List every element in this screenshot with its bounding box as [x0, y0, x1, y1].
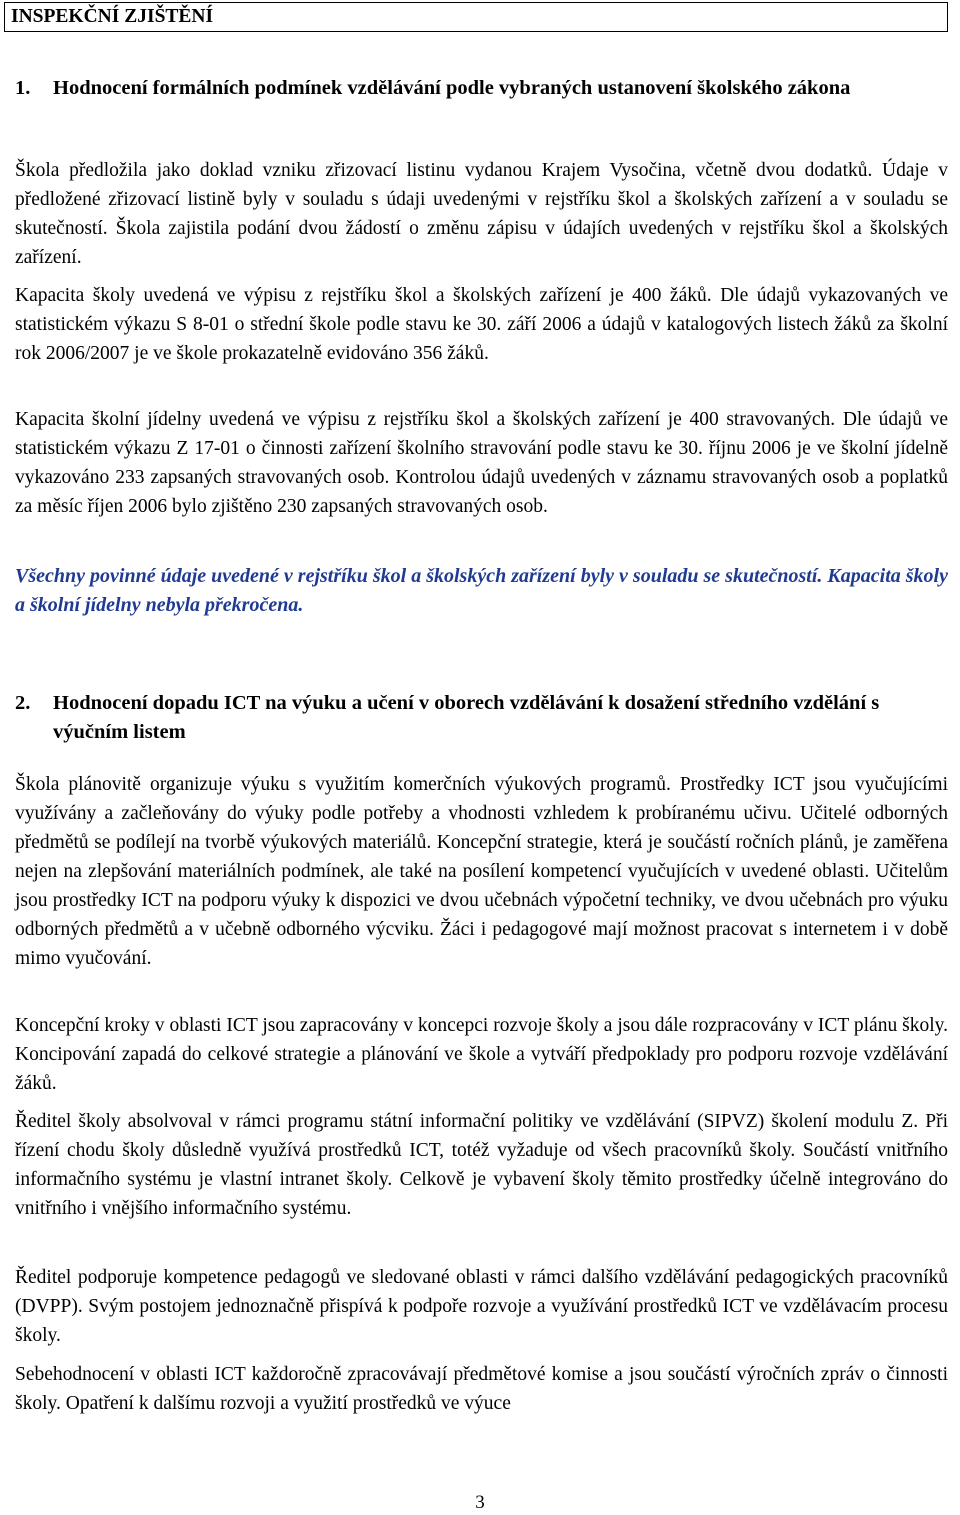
- section-1-conclusion: Všechny povinné údaje uvedené v rejstříku škol a školských zařízení byly v souladu se skutečností. Kapacita školy a školní jídelny nebyla překročena.: [15, 565, 948, 616]
- section-1-title: Hodnocení formálních podmínek vzdělávání podle vybraných ustanovení školského zákona: [53, 77, 851, 99]
- section-2-paragraph: Koncepční kroky v oblasti ICT jsou zapracovány v koncepci rozvoje školy a jsou dále rozpracovány v ICT plánu školy. Koncipování zapadá do celkové strategie a plánování ve škole a vytváří předpoklady pro podporu rozvoje vzdělávání žáků.: [15, 1015, 948, 1094]
- page-header-title: INSPEKČNÍ ZJIŠTĚNÍ: [11, 6, 214, 27]
- section-1-number: 1.: [15, 77, 31, 99]
- section-2-number: 2.: [15, 692, 31, 714]
- section-1-heading: [15, 74, 950, 103]
- section-1-paragraph: Škola předložila jako doklad vzniku zřizovací listinu vydanou Krajem Vysočina, včetně dvou dodatků. Údaje v předložené zřizovací listině byly v souladu s údaji uvedenými v rejstříku škol a školských zařízení a v souladu se skutečností. Škola zajistila podání dvou žádostí o změnu zápisu v údajích uvedených v rejstříku škol a školských zařízení.: [15, 160, 948, 268]
- section-2-paragraph: Škola plánovitě organizuje výuku s využitím komerčních výukových programů. Prostředky ICT jsou vyučujícími využívány a začleňovány do výuky podle potřeby a vhodnosti vzhledem k probíranému učivu. Učitelé odborných předmětů se podílejí na tvorbě výukových materiálů. Koncepční strategie, která je součástí ročních plánů, je zaměřena nejen na zlepšování materiálních podmínek, ale také na posílení kompetencí vyučujících v uvedené oblasti. Učitelům jsou prostředky ICT na podporu výuky k dispozici ve dvou učebnách výpočetní techniky, ve dvou učebnách pro výuku odborných předmětů a v učebně odborného výcviku. Žáci i pedagogové mají možnost pracovat s internetem i v době mimo vyučování.: [15, 774, 948, 969]
- section-1-paragraph: Kapacita školy uvedená ve výpisu z rejstříku škol a školských zařízení je 400 žáků. Dle údajů vykazovaných ve statistickém výkazu S 8-01 o střední škole podle stavu ke 30. září 2006 a údajů v katalogových listech žáků za školní rok 2006/2007 je ve škole prokazatelně evidováno 356 žáků.: [15, 285, 948, 364]
- section-2-paragraph: Ředitel školy absolvoval v rámci programu státní informační politiky ve vzdělávání (SIPVZ) školení modulu Z. Při řízení chodu školy důsledně využívá prostředků ICT, totéž vyžaduje od všech pracovníků školy. Součástí vnitřního informačního systému je vlastní intranet školy. Celkově je vybavení školy těmito prostředky účelně integrováno do vnitřního i vnějšího informačního systému.: [15, 1111, 948, 1219]
- section-2-heading: [15, 689, 950, 747]
- page-header-box: [4, 2, 948, 32]
- section-2-title: Hodnocení dopadu ICT na výuku a učení v oborech vzdělávání k dosažení středního vzdělání s výučním listem: [53, 692, 880, 743]
- section-2-paragraph: Sebehodnocení v oblasti ICT každoročně zpracovávají předmětové komise a jsou součástí výročních zpráv o činnosti školy. Opatření k dalšímu rozvoji a využití prostředků ve výuce: [15, 1364, 948, 1414]
- page-number: 3: [475, 1492, 485, 1513]
- section-2-paragraph: Ředitel podporuje kompetence pedagogů ve sledované oblasti v rámci dalšího vzdělávání pedagogických pracovníků (DVPP). Svým postojem jednoznačně přispívá k podpoře rozvoje a využívání prostředků ICT ve vzdělávacím procesu školy.: [15, 1267, 948, 1346]
- section-1-paragraph: Kapacita školní jídelny uvedená ve výpisu z rejstříku škol a školských zařízení je 400 stravovaných. Dle údajů ve statistickém výkazu Z 17-01 o činnosti zařízení školního stravování podle stavu ke 30. říjnu 2006 je ve školní jídelně vykazováno 233 zapsaných stravovaných osob. Kontrolou údajů uvedených v záznamu stravovaných osob a poplatků za měsíc říjen 2006 bylo zjištěno 230 zapsaných stravovaných osob.: [15, 409, 948, 517]
